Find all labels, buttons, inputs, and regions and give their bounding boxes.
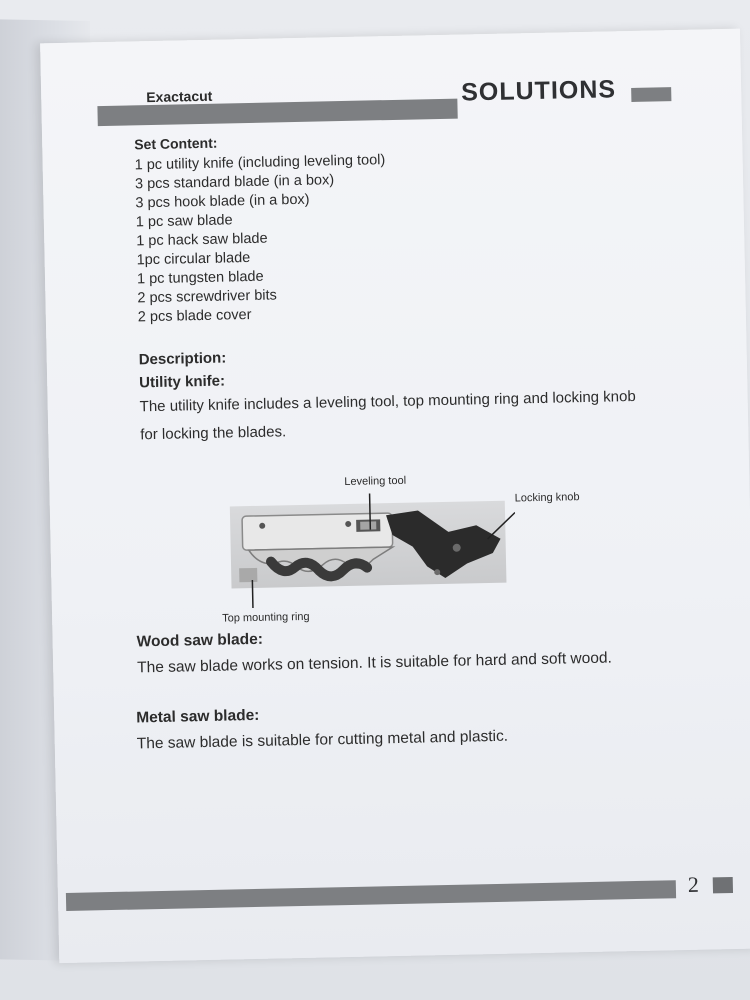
list-item: 3 pcs hook blade (in a box) bbox=[135, 191, 310, 212]
wood-saw-heading: Wood saw blade: bbox=[136, 630, 264, 651]
footer-bar bbox=[66, 880, 676, 911]
list-item: 3 pcs standard blade (in a box) bbox=[134, 172, 335, 193]
metal-saw-heading: Metal saw blade: bbox=[136, 706, 260, 727]
list-item: 2 pcs blade cover bbox=[137, 306, 252, 326]
description-heading: Description: bbox=[138, 349, 227, 369]
footer-square bbox=[713, 877, 733, 893]
wood-saw-description: The saw blade works on tension. It is suitable for hard and soft wood. bbox=[137, 649, 612, 677]
utility-knife-heading: Utility knife: bbox=[139, 372, 226, 392]
leveling-pointer-line bbox=[370, 494, 371, 530]
header-bar-end bbox=[631, 87, 671, 102]
metal-saw-description: The saw blade is suitable for cutting metal and plastic. bbox=[136, 727, 509, 753]
top-mounting-ring-label: Top mounting ring bbox=[222, 610, 310, 625]
list-item: 1 pc saw blade bbox=[135, 212, 233, 231]
mounting-pointer-line bbox=[252, 580, 253, 608]
page-content bbox=[134, 125, 660, 449]
list-item: 1 pc utility knife (including leveling tool) bbox=[134, 152, 386, 174]
utility-knife-figure bbox=[222, 470, 580, 626]
set-content-list bbox=[134, 145, 657, 327]
brand-text: SOLUTIONS bbox=[460, 75, 617, 107]
list-item: 2 pcs screwdriver bits bbox=[137, 287, 277, 307]
leveling-tool-label: Leveling tool bbox=[344, 474, 407, 489]
set-content-heading: Set Content: bbox=[134, 134, 218, 153]
brand-logo bbox=[461, 75, 616, 107]
locking-pointer-line bbox=[487, 512, 516, 539]
list-item: 1pc circular blade bbox=[136, 249, 251, 269]
locking-knob-label: Locking knob bbox=[514, 491, 580, 505]
utility-knife-description: The utility knife includes a leveling tool, top mounting ring and locking knob for locking the blades. bbox=[139, 387, 636, 444]
callout-lines bbox=[224, 470, 517, 626]
product-title: Exactacut bbox=[146, 87, 213, 106]
manual-page bbox=[40, 29, 750, 963]
page-number: 2 bbox=[687, 871, 700, 897]
list-item: 1 pc tungsten blade bbox=[136, 268, 264, 288]
list-item: 1 pc hack saw blade bbox=[136, 230, 268, 250]
